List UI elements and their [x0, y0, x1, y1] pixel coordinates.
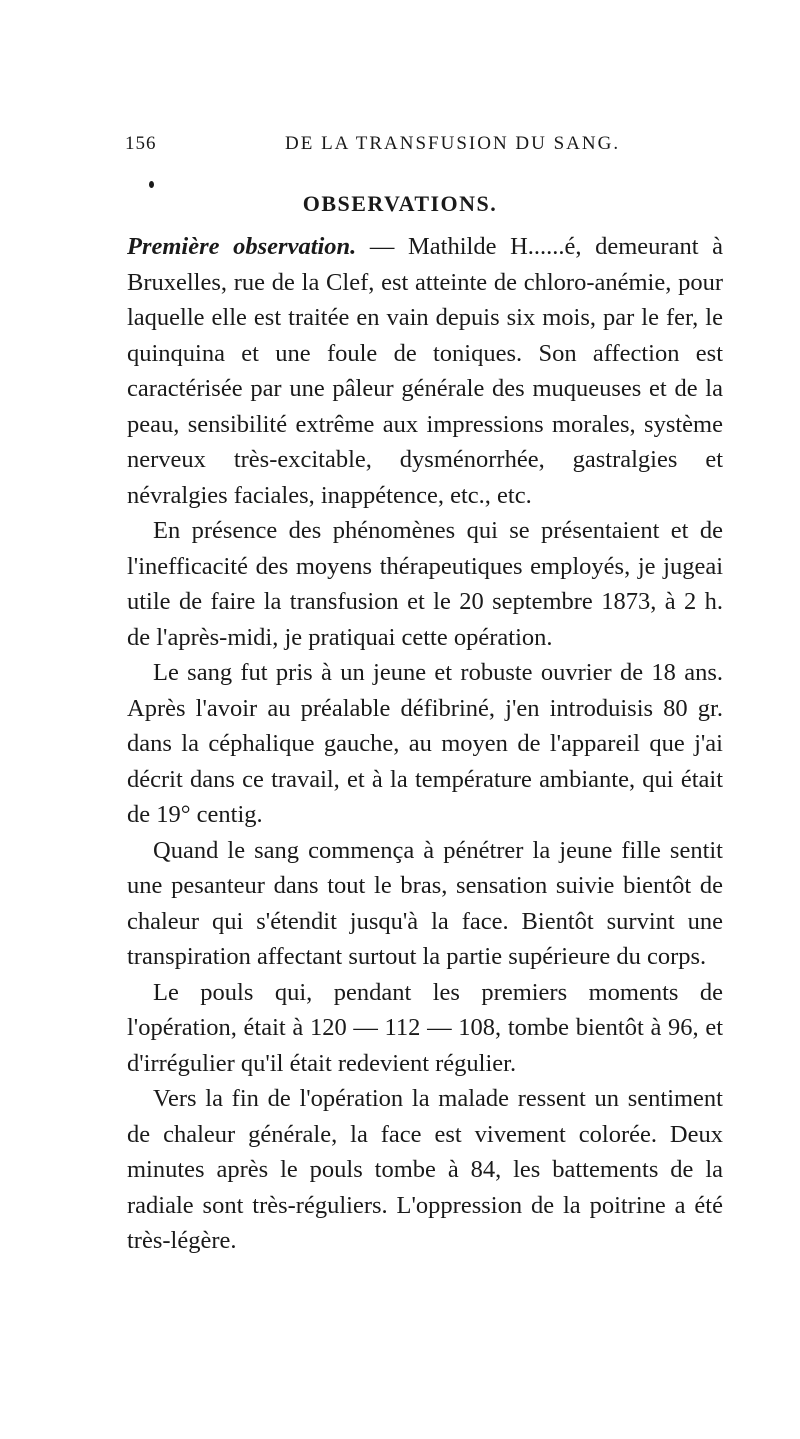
- paragraph-4: Quand le sang commença à pénétrer la jeune fille sentit une pesanteur dans tout le bras, sensation suivie bientôt de chaleur qui s'étendit jusqu'à la face. Bientôt survint une transpiration affectant surtout la partie supérieure du corps.: [127, 836, 723, 970]
- section-title: OBSERVATIONS.: [302, 191, 498, 216]
- running-title: DE LA TRANSFUSION DU SANG.: [285, 133, 621, 154]
- paragraph-5: Le pouls qui, pendant les premiers moments de l'opération, était à 120 — 112 — 108, tombe bientôt à 96, et d'irrégulier qu'il était redevient régulier.: [127, 978, 723, 1077]
- paragraph-2: En présence des phénomènes qui se présentaient et de l'inefficacité des moyens thérapeutiques employés, je jugeai utile de faire la transfusion et le 20 septembre 1873, à 2 h. de l'après-midi, je pratiquai cette opération.: [127, 517, 723, 651]
- page-number: 156: [125, 133, 157, 154]
- paragraph-3: Le sang fut pris à un jeune et robuste ouvrier de 18 ans. Après l'avoir au préalable défibriné, j'en introduisis 80 gr. dans la céphalique gauche, au moyen de l'appareil que j'ai décrit dans ce travail, et à la température ambiante, qui était de 19° centig.: [127, 659, 723, 828]
- paragraph-1: [127, 229, 723, 513]
- body-text: [127, 229, 723, 1259]
- ink-dot: [149, 181, 154, 188]
- observation-label: Première observation.: [127, 233, 357, 260]
- paragraph-6: Vers la fin de l'opération la malade ressent un sentiment de chaleur générale, la face est vivement colorée. Deux minutes après le pouls tombe à 84, les battements de la radiale sont très-réguliers. L'oppression de la poitrine a été très-légère.: [127, 1085, 723, 1254]
- running-head: [125, 133, 720, 163]
- paragraph-1-text: — Mathilde H......é, demeurant à Bruxelles, rue de la Clef, est atteinte de chloro-anémie, pour laquelle elle est traitée en vain depuis six mois, par le fer, le quinquina et une foule de toniques. Son affection est caractérisée par une pâleur générale des muqueuses et de la peau, sensibilité extrême aux impressions morales, système nerveux très-excitable, dysménorrhée, gastralgies et névralgies faciales, inappétence, etc., etc.: [127, 233, 723, 509]
